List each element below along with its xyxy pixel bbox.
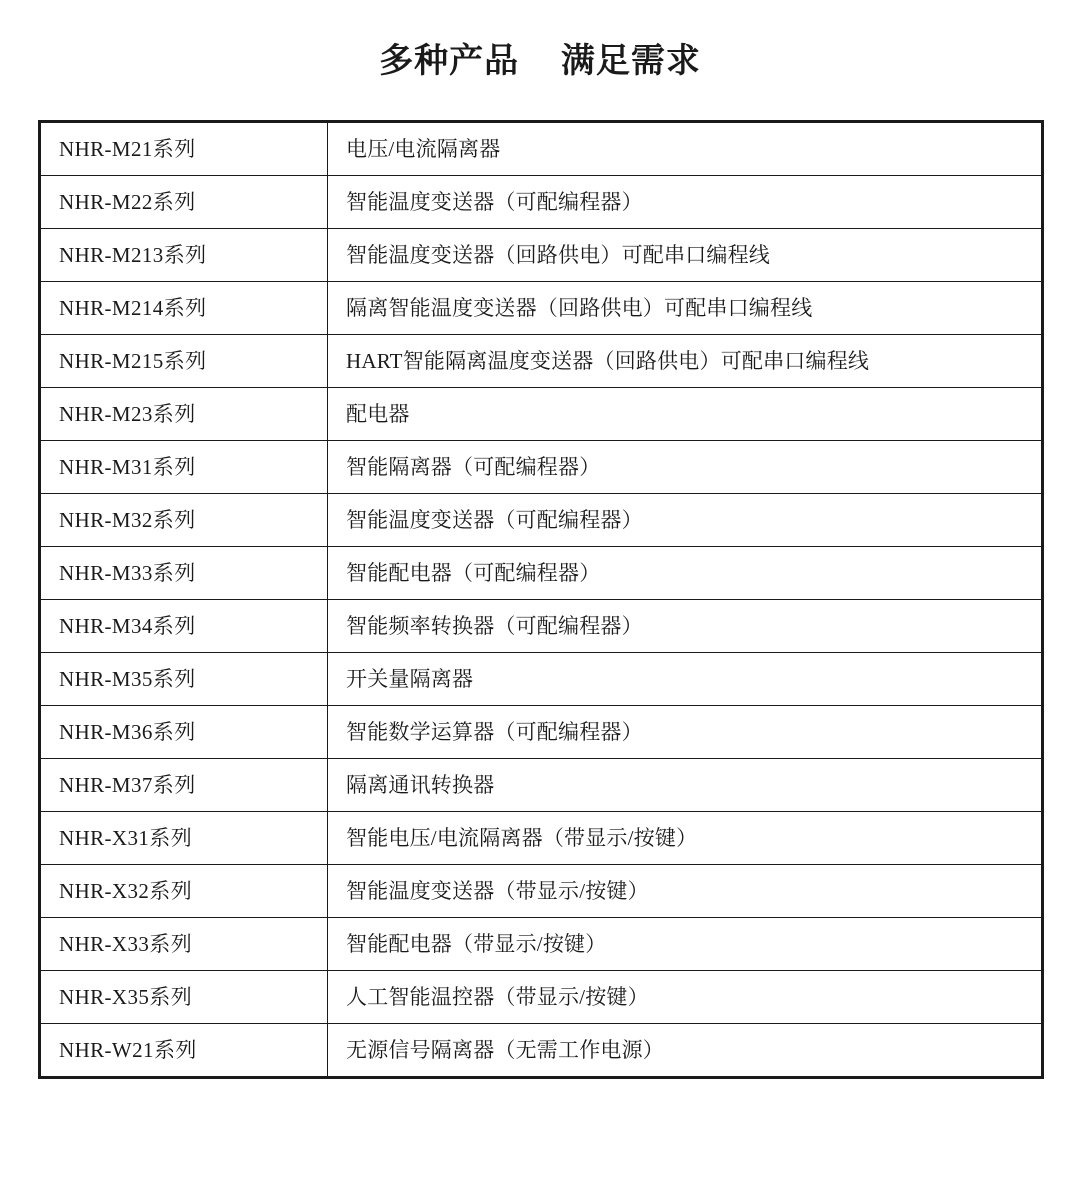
product-table-container	[38, 120, 1044, 1079]
document-page	[0, 33, 1080, 1191]
product-code-cell: NHR-M215系列	[40, 335, 328, 388]
product-code-cell: NHR-X32系列	[40, 865, 328, 918]
product-description-cell: 智能温度变送器（带显示/按键）	[328, 865, 1043, 918]
product-description-cell: 人工智能温控器（带显示/按键）	[328, 971, 1043, 1024]
product-description-cell: 智能温度变送器（可配编程器）	[328, 176, 1043, 229]
table-row	[40, 441, 1043, 494]
table-row	[40, 600, 1043, 653]
product-code-cell: NHR-M31系列	[40, 441, 328, 494]
product-code-cell: NHR-M23系列	[40, 388, 328, 441]
product-code-cell: NHR-M21系列	[40, 122, 328, 176]
product-description-cell: 智能温度变送器（回路供电）可配串口编程线	[328, 229, 1043, 282]
product-code-cell: NHR-M32系列	[40, 494, 328, 547]
product-code-cell: NHR-W21系列	[40, 1024, 328, 1078]
product-description-cell: 开关量隔离器	[328, 653, 1043, 706]
table-row	[40, 812, 1043, 865]
table-row	[40, 122, 1043, 176]
product-description-cell: 隔离智能温度变送器（回路供电）可配串口编程线	[328, 282, 1043, 335]
product-code-cell: NHR-X33系列	[40, 918, 328, 971]
table-row	[40, 229, 1043, 282]
product-code-cell: NHR-X35系列	[40, 971, 328, 1024]
product-code-cell: NHR-M37系列	[40, 759, 328, 812]
product-description-cell: 智能配电器（带显示/按键）	[328, 918, 1043, 971]
table-row	[40, 706, 1043, 759]
product-description-cell: 电压/电流隔离器	[328, 122, 1043, 176]
table-row	[40, 759, 1043, 812]
product-description-cell: 智能数学运算器（可配编程器）	[328, 706, 1043, 759]
product-description-cell: 智能电压/电流隔离器（带显示/按键）	[328, 812, 1043, 865]
product-code-cell: NHR-M22系列	[40, 176, 328, 229]
product-code-cell: NHR-X31系列	[40, 812, 328, 865]
table-row	[40, 971, 1043, 1024]
product-code-cell: NHR-M213系列	[40, 229, 328, 282]
product-description-cell: 无源信号隔离器（无需工作电源）	[328, 1024, 1043, 1078]
product-description-cell: HART智能隔离温度变送器（回路供电）可配串口编程线	[328, 335, 1043, 388]
table-row	[40, 918, 1043, 971]
table-row	[40, 335, 1043, 388]
product-code-cell: NHR-M214系列	[40, 282, 328, 335]
product-code-cell: NHR-M33系列	[40, 547, 328, 600]
table-row	[40, 547, 1043, 600]
product-description-cell: 智能频率转换器（可配编程器）	[328, 600, 1043, 653]
product-code-cell: NHR-M36系列	[40, 706, 328, 759]
product-description-cell: 智能隔离器（可配编程器）	[328, 441, 1043, 494]
table-row	[40, 1024, 1043, 1078]
table-row	[40, 282, 1043, 335]
product-code-cell: NHR-M34系列	[40, 600, 328, 653]
product-description-cell: 智能配电器（可配编程器）	[328, 547, 1043, 600]
table-row	[40, 865, 1043, 918]
table-row	[40, 653, 1043, 706]
product-description-cell: 配电器	[328, 388, 1043, 441]
table-row	[40, 176, 1043, 229]
product-table	[38, 120, 1044, 1079]
product-description-cell: 隔离通讯转换器	[328, 759, 1043, 812]
product-description-cell: 智能温度变送器（可配编程器）	[328, 494, 1043, 547]
product-table-body	[40, 122, 1043, 1078]
table-row	[40, 494, 1043, 547]
table-row	[40, 388, 1043, 441]
product-code-cell: NHR-M35系列	[40, 653, 328, 706]
page-title: 多种产品 满足需求	[379, 42, 701, 80]
